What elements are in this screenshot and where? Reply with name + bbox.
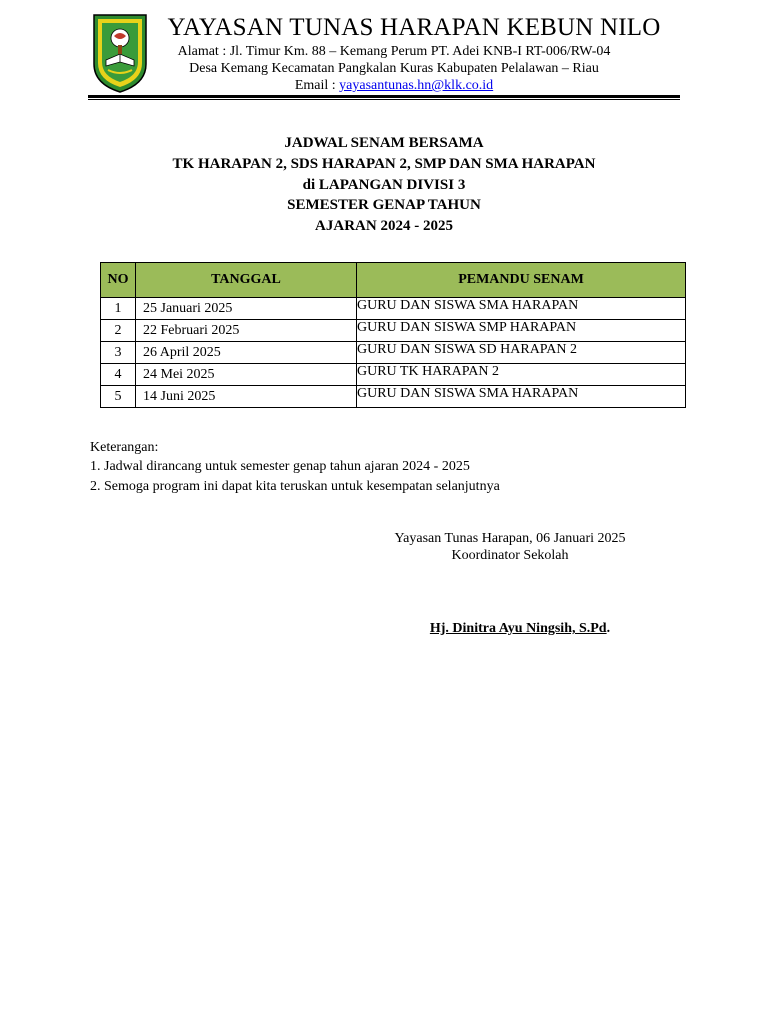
cell-date: 24 Mei 2025 [136,364,357,386]
address-line-1: Alamat : Jl. Timur Km. 88 – Kemang Perum PT. Adei KNB-I RT-006/RW-04 [177,44,611,59]
cell-no: 3 [101,342,136,364]
table-row [101,298,686,320]
column-header-no: NO [101,263,136,298]
cell-no: 5 [101,386,136,408]
cell-date: 26 April 2025 [136,342,357,364]
table-row [101,342,686,364]
signer-name-text: Hj. Dinitra Ayu Ningsih, S.Pd [429,621,607,636]
organization-name: YAYASAN TUNAS HARAPAN KEBUN NILO [167,14,661,41]
table-row [101,364,686,386]
email-link[interactable]: yayasantunas.hn@klk.co.id [339,78,494,93]
document-title-line-1: JADWAL SENAM BERSAMA [284,135,484,151]
document-title-line-5: AJARAN 2024 - 2025 [315,218,453,234]
document-title-line-2: TK HARAPAN 2, SDS HARAPAN 2, SMP DAN SMA HARAPAN [172,156,596,172]
header-divider [88,95,680,98]
notes-heading: Keterangan: [90,440,159,455]
cell-guide: GURU TK HARAPAN 2 [357,364,686,386]
signer-name-suffix: . [606,621,611,636]
note-item-1: 1. Jadwal dirancang untuk semester genap tahun ajaran 2024 - 2025 [90,459,470,474]
header-divider-thin [88,99,680,100]
cell-guide: GURU DAN SISWA SMA HARAPAN [357,298,686,320]
email-line [158,78,630,94]
cell-guide: GURU DAN SISWA SD HARAPAN 2 [357,342,686,364]
schedule-table [100,262,686,408]
table-row [101,386,686,408]
cell-no: 2 [101,320,136,342]
school-crest-logo-icon [90,12,150,94]
cell-no: 4 [101,364,136,386]
table-header-row [101,263,686,298]
document-title-line-4: SEMESTER GENAP TAHUN [287,197,481,213]
column-header-date: TANGGAL [136,263,357,298]
email-label: Email : [294,78,340,93]
cell-date: 14 Juni 2025 [136,386,357,408]
signer-name [380,621,660,637]
cell-no: 1 [101,298,136,320]
signature-place-date: Yayasan Tunas Harapan, 06 Januari 2025 [394,531,626,546]
document-title-line-3: di LAPANGAN DIVISI 3 [302,177,466,193]
cell-date: 25 Januari 2025 [136,298,357,320]
address-line-2: Desa Kemang Kecamatan Pangkalan Kuras Kabupaten Pelalawan – Riau [189,61,599,76]
note-item-2: 2. Semoga program ini dapat kita teruskan untuk kesempatan selanjutnya [90,479,500,494]
signature-position: Koordinator Sekolah [451,548,569,563]
cell-guide: GURU DAN SISWA SMA HARAPAN [357,386,686,408]
cell-date: 22 Februari 2025 [136,320,357,342]
column-header-guide: PEMANDU SENAM [357,263,686,298]
table-row [101,320,686,342]
cell-guide: GURU DAN SISWA SMP HARAPAN [357,320,686,342]
